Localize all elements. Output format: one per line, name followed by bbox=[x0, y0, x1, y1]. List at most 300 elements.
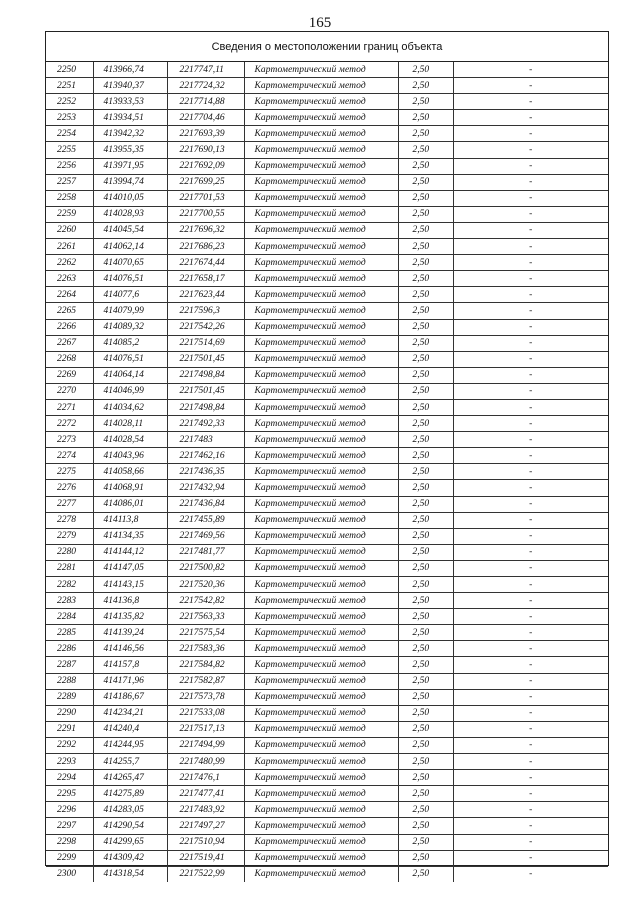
table-row bbox=[46, 480, 608, 496]
coord-y: 2217455,89 bbox=[167, 512, 244, 528]
method-cell: Картометрический метод bbox=[244, 802, 398, 818]
method-cell: Картометрический метод bbox=[244, 625, 398, 641]
description-cell: - bbox=[453, 786, 608, 802]
accuracy-cell: 2,50 bbox=[398, 609, 453, 625]
point-number: 2289 bbox=[46, 689, 93, 705]
accuracy-cell: 2,50 bbox=[398, 689, 453, 705]
method-cell: Картометрический метод bbox=[244, 335, 398, 351]
method-cell: Картометрический метод bbox=[244, 866, 398, 882]
point-number: 2265 bbox=[46, 303, 93, 319]
coord-x: 413934,51 bbox=[93, 110, 167, 126]
boundary-points-table bbox=[46, 62, 608, 882]
table-row bbox=[46, 222, 608, 238]
coord-y: 2217699,25 bbox=[167, 174, 244, 190]
method-cell: Картометрический метод bbox=[244, 319, 398, 335]
accuracy-cell: 2,50 bbox=[398, 770, 453, 786]
point-number: 2267 bbox=[46, 335, 93, 351]
accuracy-cell: 2,50 bbox=[398, 126, 453, 142]
point-number: 2292 bbox=[46, 737, 93, 753]
method-cell: Картометрический метод bbox=[244, 737, 398, 753]
description-cell: - bbox=[453, 239, 608, 255]
description-cell: - bbox=[453, 802, 608, 818]
accuracy-cell: 2,50 bbox=[398, 271, 453, 287]
table-row bbox=[46, 319, 608, 335]
point-number: 2253 bbox=[46, 110, 93, 126]
point-number: 2258 bbox=[46, 190, 93, 206]
table-row bbox=[46, 110, 608, 126]
description-cell: - bbox=[453, 593, 608, 609]
coord-x: 414234,21 bbox=[93, 705, 167, 721]
point-number: 2298 bbox=[46, 834, 93, 850]
method-cell: Картометрический метод bbox=[244, 834, 398, 850]
table-row bbox=[46, 512, 608, 528]
accuracy-cell: 2,50 bbox=[398, 528, 453, 544]
accuracy-cell: 2,50 bbox=[398, 416, 453, 432]
coord-x: 414186,67 bbox=[93, 689, 167, 705]
table-row bbox=[46, 737, 608, 753]
table-row bbox=[46, 142, 608, 158]
description-cell: - bbox=[453, 399, 608, 415]
description-cell: - bbox=[453, 206, 608, 222]
accuracy-cell: 2,50 bbox=[398, 367, 453, 383]
coord-y: 2217573,78 bbox=[167, 689, 244, 705]
method-cell: Картометрический метод bbox=[244, 609, 398, 625]
table-row bbox=[46, 528, 608, 544]
coord-x: 414068,91 bbox=[93, 480, 167, 496]
point-number: 2257 bbox=[46, 174, 93, 190]
method-cell: Картометрический метод bbox=[244, 850, 398, 866]
method-cell: Картометрический метод bbox=[244, 657, 398, 673]
coord-y: 2217476,1 bbox=[167, 770, 244, 786]
table-row bbox=[46, 609, 608, 625]
point-number: 2262 bbox=[46, 255, 93, 271]
coord-x: 414076,51 bbox=[93, 351, 167, 367]
accuracy-cell: 2,50 bbox=[398, 206, 453, 222]
coord-x: 414171,96 bbox=[93, 673, 167, 689]
point-number: 2296 bbox=[46, 802, 93, 818]
table-row bbox=[46, 94, 608, 110]
table-row bbox=[46, 544, 608, 560]
description-cell: - bbox=[453, 126, 608, 142]
coord-y: 2217436,35 bbox=[167, 464, 244, 480]
description-cell: - bbox=[453, 625, 608, 641]
coord-y: 2217704,46 bbox=[167, 110, 244, 126]
coord-y: 2217501,45 bbox=[167, 383, 244, 399]
coord-x: 414255,7 bbox=[93, 754, 167, 770]
coord-y: 2217510,94 bbox=[167, 834, 244, 850]
description-cell: - bbox=[453, 496, 608, 512]
accuracy-cell: 2,50 bbox=[398, 158, 453, 174]
point-number: 2279 bbox=[46, 528, 93, 544]
table-row bbox=[46, 303, 608, 319]
coord-x: 414062,14 bbox=[93, 239, 167, 255]
method-cell: Картометрический метод bbox=[244, 287, 398, 303]
point-number: 2264 bbox=[46, 287, 93, 303]
description-cell: - bbox=[453, 367, 608, 383]
coord-x: 414283,05 bbox=[93, 802, 167, 818]
coord-x: 414086,01 bbox=[93, 496, 167, 512]
table-row bbox=[46, 657, 608, 673]
point-number: 2252 bbox=[46, 94, 93, 110]
accuracy-cell: 2,50 bbox=[398, 383, 453, 399]
coord-x: 414135,82 bbox=[93, 609, 167, 625]
accuracy-cell: 2,50 bbox=[398, 496, 453, 512]
coord-y: 2217520,36 bbox=[167, 577, 244, 593]
method-cell: Картометрический метод bbox=[244, 303, 398, 319]
coord-x: 414058,66 bbox=[93, 464, 167, 480]
coord-y: 2217692,09 bbox=[167, 158, 244, 174]
table-row bbox=[46, 770, 608, 786]
coord-y: 2217469,56 bbox=[167, 528, 244, 544]
description-cell: - bbox=[453, 754, 608, 770]
method-cell: Картометрический метод bbox=[244, 271, 398, 287]
description-cell: - bbox=[453, 335, 608, 351]
accuracy-cell: 2,50 bbox=[398, 110, 453, 126]
point-number: 2270 bbox=[46, 383, 93, 399]
table-row bbox=[46, 383, 608, 399]
accuracy-cell: 2,50 bbox=[398, 239, 453, 255]
point-number: 2278 bbox=[46, 512, 93, 528]
coord-y: 2217432,94 bbox=[167, 480, 244, 496]
method-cell: Картометрический метод bbox=[244, 416, 398, 432]
table-row bbox=[46, 577, 608, 593]
point-number: 2272 bbox=[46, 416, 93, 432]
point-number: 2297 bbox=[46, 818, 93, 834]
coord-x: 414045,54 bbox=[93, 222, 167, 238]
method-cell: Картометрический метод bbox=[244, 673, 398, 689]
point-number: 2259 bbox=[46, 206, 93, 222]
coord-x: 413942,32 bbox=[93, 126, 167, 142]
page-number: 165 bbox=[308, 15, 332, 31]
description-cell: - bbox=[453, 174, 608, 190]
description-cell: - bbox=[453, 464, 608, 480]
method-cell: Картометрический метод bbox=[244, 222, 398, 238]
coord-y: 2217714,88 bbox=[167, 94, 244, 110]
coord-x: 413971,95 bbox=[93, 158, 167, 174]
description-cell: - bbox=[453, 222, 608, 238]
point-number: 2254 bbox=[46, 126, 93, 142]
table-row bbox=[46, 448, 608, 464]
description-cell: - bbox=[453, 432, 608, 448]
point-number: 2282 bbox=[46, 577, 93, 593]
point-number: 2284 bbox=[46, 609, 93, 625]
method-cell: Картометрический метод bbox=[244, 818, 398, 834]
coord-x: 413994,74 bbox=[93, 174, 167, 190]
table-row bbox=[46, 850, 608, 866]
method-cell: Картометрический метод bbox=[244, 110, 398, 126]
coord-x: 414146,56 bbox=[93, 641, 167, 657]
accuracy-cell: 2,50 bbox=[398, 721, 453, 737]
description-cell: - bbox=[453, 544, 608, 560]
method-cell: Картометрический метод bbox=[244, 544, 398, 560]
coord-y: 2217462,16 bbox=[167, 448, 244, 464]
description-cell: - bbox=[453, 641, 608, 657]
point-number: 2287 bbox=[46, 657, 93, 673]
point-number: 2288 bbox=[46, 673, 93, 689]
method-cell: Картометрический метод bbox=[244, 206, 398, 222]
method-cell: Картометрический метод bbox=[244, 512, 398, 528]
table-row bbox=[46, 126, 608, 142]
table-row bbox=[46, 496, 608, 512]
coord-y: 2217522,99 bbox=[167, 866, 244, 882]
table-row bbox=[46, 287, 608, 303]
coord-y: 2217596,3 bbox=[167, 303, 244, 319]
accuracy-cell: 2,50 bbox=[398, 303, 453, 319]
table-row bbox=[46, 818, 608, 834]
coord-x: 413966,74 bbox=[93, 62, 167, 78]
coord-y: 2217724,32 bbox=[167, 78, 244, 94]
accuracy-cell: 2,50 bbox=[398, 62, 453, 78]
point-number: 2268 bbox=[46, 351, 93, 367]
coord-y: 2217690,13 bbox=[167, 142, 244, 158]
method-cell: Картометрический метод bbox=[244, 577, 398, 593]
table-row bbox=[46, 560, 608, 576]
coord-y: 2217583,36 bbox=[167, 641, 244, 657]
table-row bbox=[46, 802, 608, 818]
table-row bbox=[46, 721, 608, 737]
point-number: 2291 bbox=[46, 721, 93, 737]
table-row bbox=[46, 625, 608, 641]
description-cell: - bbox=[453, 657, 608, 673]
accuracy-cell: 2,50 bbox=[398, 399, 453, 415]
coord-x: 414290,54 bbox=[93, 818, 167, 834]
table-row bbox=[46, 786, 608, 802]
point-number: 2251 bbox=[46, 78, 93, 94]
description-cell: - bbox=[453, 94, 608, 110]
method-cell: Картометрический метод bbox=[244, 689, 398, 705]
point-number: 2271 bbox=[46, 399, 93, 415]
accuracy-cell: 2,50 bbox=[398, 657, 453, 673]
method-cell: Картометрический метод bbox=[244, 78, 398, 94]
description-cell: - bbox=[453, 609, 608, 625]
accuracy-cell: 2,50 bbox=[398, 705, 453, 721]
coord-x: 414275,89 bbox=[93, 786, 167, 802]
description-cell: - bbox=[453, 287, 608, 303]
coord-y: 2217696,32 bbox=[167, 222, 244, 238]
method-cell: Картометрический метод bbox=[244, 62, 398, 78]
coord-y: 2217514,69 bbox=[167, 335, 244, 351]
coord-y: 2217519,41 bbox=[167, 850, 244, 866]
description-cell: - bbox=[453, 158, 608, 174]
accuracy-cell: 2,50 bbox=[398, 593, 453, 609]
accuracy-cell: 2,50 bbox=[398, 319, 453, 335]
method-cell: Картометрический метод bbox=[244, 126, 398, 142]
accuracy-cell: 2,50 bbox=[398, 464, 453, 480]
description-cell: - bbox=[453, 721, 608, 737]
accuracy-cell: 2,50 bbox=[398, 754, 453, 770]
description-cell: - bbox=[453, 142, 608, 158]
description-cell: - bbox=[453, 577, 608, 593]
point-number: 2274 bbox=[46, 448, 93, 464]
coord-y: 2217517,13 bbox=[167, 721, 244, 737]
accuracy-cell: 2,50 bbox=[398, 786, 453, 802]
description-cell: - bbox=[453, 255, 608, 271]
coord-y: 2217501,45 bbox=[167, 351, 244, 367]
coord-x: 414299,65 bbox=[93, 834, 167, 850]
accuracy-cell: 2,50 bbox=[398, 432, 453, 448]
method-cell: Картометрический метод bbox=[244, 94, 398, 110]
description-cell: - bbox=[453, 866, 608, 882]
method-cell: Картометрический метод bbox=[244, 705, 398, 721]
coord-x: 414134,35 bbox=[93, 528, 167, 544]
method-cell: Картометрический метод bbox=[244, 367, 398, 383]
point-number: 2283 bbox=[46, 593, 93, 609]
coord-y: 2217498,84 bbox=[167, 367, 244, 383]
method-cell: Картометрический метод bbox=[244, 496, 398, 512]
coord-y: 2217701,53 bbox=[167, 190, 244, 206]
description-cell: - bbox=[453, 737, 608, 753]
accuracy-cell: 2,50 bbox=[398, 222, 453, 238]
coord-y: 2217483 bbox=[167, 432, 244, 448]
table-row bbox=[46, 689, 608, 705]
point-number: 2281 bbox=[46, 560, 93, 576]
point-number: 2290 bbox=[46, 705, 93, 721]
point-number: 2263 bbox=[46, 271, 93, 287]
table-row bbox=[46, 62, 608, 78]
table-row bbox=[46, 335, 608, 351]
table-row bbox=[46, 351, 608, 367]
coord-x: 414089,32 bbox=[93, 319, 167, 335]
point-number: 2295 bbox=[46, 786, 93, 802]
method-cell: Картометрический метод bbox=[244, 480, 398, 496]
description-cell: - bbox=[453, 110, 608, 126]
coord-x: 414076,51 bbox=[93, 271, 167, 287]
coord-y: 2217584,82 bbox=[167, 657, 244, 673]
description-cell: - bbox=[453, 480, 608, 496]
description-cell: - bbox=[453, 303, 608, 319]
accuracy-cell: 2,50 bbox=[398, 850, 453, 866]
description-cell: - bbox=[453, 448, 608, 464]
point-number: 2285 bbox=[46, 625, 93, 641]
point-number: 2275 bbox=[46, 464, 93, 480]
description-cell: - bbox=[453, 560, 608, 576]
table-row bbox=[46, 399, 608, 415]
method-cell: Картометрический метод bbox=[244, 641, 398, 657]
point-number: 2269 bbox=[46, 367, 93, 383]
method-cell: Картометрический метод bbox=[244, 351, 398, 367]
accuracy-cell: 2,50 bbox=[398, 78, 453, 94]
table-body bbox=[46, 62, 608, 882]
coord-y: 2217658,17 bbox=[167, 271, 244, 287]
table-row bbox=[46, 158, 608, 174]
coord-x: 414028,93 bbox=[93, 206, 167, 222]
point-number: 2300 bbox=[46, 866, 93, 882]
table-row bbox=[46, 78, 608, 94]
coord-y: 2217700,55 bbox=[167, 206, 244, 222]
coord-y: 2217498,84 bbox=[167, 399, 244, 415]
coord-x: 414034,62 bbox=[93, 399, 167, 415]
accuracy-cell: 2,50 bbox=[398, 190, 453, 206]
point-number: 2260 bbox=[46, 222, 93, 238]
coord-y: 2217494,99 bbox=[167, 737, 244, 753]
point-number: 2276 bbox=[46, 480, 93, 496]
coord-x: 414244,95 bbox=[93, 737, 167, 753]
method-cell: Картометрический метод bbox=[244, 255, 398, 271]
coord-y: 2217575,54 bbox=[167, 625, 244, 641]
description-cell: - bbox=[453, 705, 608, 721]
accuracy-cell: 2,50 bbox=[398, 255, 453, 271]
coord-y: 2217483,92 bbox=[167, 802, 244, 818]
point-number: 2277 bbox=[46, 496, 93, 512]
coord-y: 2217436,84 bbox=[167, 496, 244, 512]
coord-x: 413940,37 bbox=[93, 78, 167, 94]
coord-x: 414139,24 bbox=[93, 625, 167, 641]
coord-y: 2217747,11 bbox=[167, 62, 244, 78]
accuracy-cell: 2,50 bbox=[398, 641, 453, 657]
table-row bbox=[46, 641, 608, 657]
accuracy-cell: 2,50 bbox=[398, 544, 453, 560]
accuracy-cell: 2,50 bbox=[398, 448, 453, 464]
method-cell: Картометрический метод bbox=[244, 448, 398, 464]
method-cell: Картометрический метод bbox=[244, 721, 398, 737]
point-number: 2299 bbox=[46, 850, 93, 866]
description-cell: - bbox=[453, 271, 608, 287]
coord-x: 414157,8 bbox=[93, 657, 167, 673]
coord-y: 2217686,23 bbox=[167, 239, 244, 255]
accuracy-cell: 2,50 bbox=[398, 818, 453, 834]
method-cell: Картометрический метод bbox=[244, 158, 398, 174]
coord-x: 414010,05 bbox=[93, 190, 167, 206]
description-cell: - bbox=[453, 834, 608, 850]
table-row bbox=[46, 174, 608, 190]
accuracy-cell: 2,50 bbox=[398, 834, 453, 850]
method-cell: Картометрический метод bbox=[244, 528, 398, 544]
method-cell: Картометрический метод bbox=[244, 190, 398, 206]
method-cell: Картометрический метод bbox=[244, 464, 398, 480]
table-row bbox=[46, 593, 608, 609]
coord-y: 2217477,41 bbox=[167, 786, 244, 802]
method-cell: Картометрический метод bbox=[244, 174, 398, 190]
description-cell: - bbox=[453, 62, 608, 78]
point-number: 2273 bbox=[46, 432, 93, 448]
coord-y: 2217542,82 bbox=[167, 593, 244, 609]
coord-x: 414028,11 bbox=[93, 416, 167, 432]
coord-y: 2217674,44 bbox=[167, 255, 244, 271]
description-cell: - bbox=[453, 351, 608, 367]
accuracy-cell: 2,50 bbox=[398, 737, 453, 753]
table-title: Сведения о местоположении границ объекта bbox=[46, 32, 608, 62]
description-cell: - bbox=[453, 770, 608, 786]
point-number: 2256 bbox=[46, 158, 93, 174]
point-number: 2250 bbox=[46, 62, 93, 78]
method-cell: Картометрический метод bbox=[244, 399, 398, 415]
table-row bbox=[46, 866, 608, 882]
coord-x: 414240,4 bbox=[93, 721, 167, 737]
method-cell: Картометрический метод bbox=[244, 786, 398, 802]
coord-x: 414085,2 bbox=[93, 335, 167, 351]
coord-x: 414043,96 bbox=[93, 448, 167, 464]
description-cell: - bbox=[453, 850, 608, 866]
coord-x: 414028,54 bbox=[93, 432, 167, 448]
method-cell: Картометрический метод bbox=[244, 593, 398, 609]
point-number: 2286 bbox=[46, 641, 93, 657]
method-cell: Картометрический метод bbox=[244, 239, 398, 255]
table-row bbox=[46, 754, 608, 770]
point-number: 2266 bbox=[46, 319, 93, 335]
table-row bbox=[46, 239, 608, 255]
point-number: 2293 bbox=[46, 754, 93, 770]
coord-x: 414113,8 bbox=[93, 512, 167, 528]
table-row bbox=[46, 464, 608, 480]
coord-x: 414147,05 bbox=[93, 560, 167, 576]
accuracy-cell: 2,50 bbox=[398, 480, 453, 496]
coord-x: 414077,6 bbox=[93, 287, 167, 303]
method-cell: Картометрический метод bbox=[244, 560, 398, 576]
table-row bbox=[46, 206, 608, 222]
accuracy-cell: 2,50 bbox=[398, 335, 453, 351]
coord-x: 414265,47 bbox=[93, 770, 167, 786]
method-cell: Картометрический метод bbox=[244, 383, 398, 399]
